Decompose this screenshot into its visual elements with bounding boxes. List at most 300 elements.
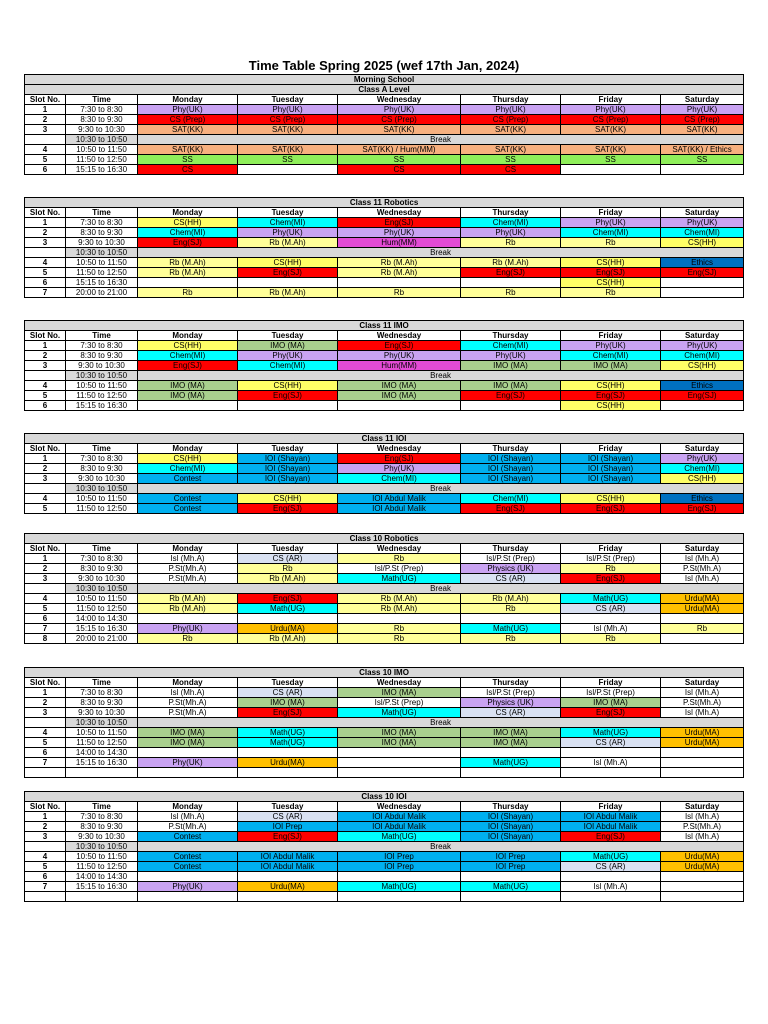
subject-cell-thursday: IOI (Shayan) (461, 812, 561, 822)
subject-cell-thursday: CS (AR) (461, 574, 561, 584)
column-header: Friday (561, 678, 661, 688)
subject-cell-monday: CS (Prep) (138, 115, 238, 125)
subject-cell-tuesday: SAT(KK) (238, 145, 338, 155)
subject-cell-wednesday: Math(UG) (338, 574, 461, 584)
column-header: Wednesday (338, 678, 461, 688)
subject-cell-tuesday: IMO (MA) (238, 698, 338, 708)
header-row (25, 544, 744, 554)
section-title: Class 10 IMO (25, 668, 744, 678)
subject-cell-tuesday: CS(HH) (238, 381, 338, 391)
subject-cell-friday: Phy(UK) (561, 218, 661, 228)
header-row (25, 444, 744, 454)
section-table (24, 791, 744, 902)
slot-row (25, 155, 744, 165)
slot-number: 5 (25, 268, 66, 278)
subject-cell-thursday: Rb (461, 634, 561, 644)
subject-cell-monday: Rb (M.Ah) (138, 594, 238, 604)
subject-cell-friday: IOI Abdul Malik (561, 822, 661, 832)
slot-number: 3 (25, 832, 66, 842)
subject-cell-thursday: IMO (MA) (461, 728, 561, 738)
column-header: Monday (138, 802, 238, 812)
time-cell: 14:00 to 14:30 (66, 614, 138, 624)
section-title-row (25, 668, 744, 678)
subject-cell-thursday: Phy(UK) (461, 228, 561, 238)
subject-cell-saturday: Isl (Mh.A) (661, 708, 744, 718)
column-header: Tuesday (238, 208, 338, 218)
time-cell: 10:30 to 10:50 (66, 484, 138, 494)
column-header: Tuesday (238, 678, 338, 688)
break-cell: Break (138, 135, 744, 145)
subject-cell-tuesday: Eng(SJ) (238, 708, 338, 718)
subject-cell-saturday: CS(HH) (661, 361, 744, 371)
subject-cell-wednesday (338, 872, 461, 882)
subject-cell-saturday: Phy(UK) (661, 454, 744, 464)
header-row (25, 208, 744, 218)
break-cell: Break (138, 371, 744, 381)
subject-cell-friday: CS(HH) (561, 381, 661, 391)
subject-cell-friday: Eng(SJ) (561, 504, 661, 514)
header-row (25, 331, 744, 341)
section-title: Class 11 Robotics (25, 198, 744, 208)
section-table (24, 74, 744, 175)
time-cell: 10:30 to 10:50 (66, 371, 138, 381)
subject-cell-wednesday: Rb (M.Ah) (338, 604, 461, 614)
subject-cell-wednesday: Rb (338, 554, 461, 564)
column-header: Time (66, 802, 138, 812)
subject-cell-saturday: Urdu(MA) (661, 594, 744, 604)
subject-cell-friday: Phy(UK) (561, 105, 661, 115)
slot-number: 1 (25, 105, 66, 115)
subject-cell-thursday: Eng(SJ) (461, 391, 561, 401)
slot-number: 5 (25, 862, 66, 872)
section-title-row (25, 321, 744, 331)
column-header: Thursday (461, 444, 561, 454)
slot-number: 2 (25, 228, 66, 238)
column-header: Saturday (661, 678, 744, 688)
subject-cell-tuesday (238, 165, 338, 175)
subject-cell-monday: Rb (M.Ah) (138, 268, 238, 278)
subject-cell-saturday: P.St(Mh.A) (661, 822, 744, 832)
slot-number: 1 (25, 688, 66, 698)
column-header: Time (66, 331, 138, 341)
slot-number: 2 (25, 822, 66, 832)
time-cell: 8:30 to 9:30 (66, 115, 138, 125)
slot-row (25, 882, 744, 892)
slot-row (25, 594, 744, 604)
subject-cell-wednesday: IMO (MA) (338, 391, 461, 401)
subject-cell-wednesday: SAT(KK) (338, 125, 461, 135)
column-header: Monday (138, 208, 238, 218)
empty-cell (661, 892, 744, 902)
empty-cell (138, 768, 238, 778)
subject-cell-tuesday: Phy(UK) (238, 105, 338, 115)
column-header: Friday (561, 544, 661, 554)
column-header: Friday (561, 95, 661, 105)
subject-cell-monday: Rb (138, 288, 238, 298)
subject-cell-saturday: Eng(SJ) (661, 268, 744, 278)
section-table (24, 533, 744, 644)
subject-cell-monday: Eng(SJ) (138, 361, 238, 371)
slot-row (25, 604, 744, 614)
time-cell: 8:30 to 9:30 (66, 698, 138, 708)
break-cell: Break (138, 484, 744, 494)
subject-cell-saturday: Isl (Mh.A) (661, 554, 744, 564)
subject-cell-saturday: SS (661, 155, 744, 165)
column-header: Tuesday (238, 331, 338, 341)
column-header: Wednesday (338, 208, 461, 218)
slot-number: 3 (25, 361, 66, 371)
time-cell: 20:00 to 21:00 (66, 634, 138, 644)
column-header: Monday (138, 95, 238, 105)
time-cell: 9:30 to 10:30 (66, 361, 138, 371)
time-cell: 10:50 to 11:50 (66, 728, 138, 738)
subject-cell-friday: Math(UG) (561, 728, 661, 738)
subject-cell-saturday: Eng(SJ) (661, 391, 744, 401)
subject-cell-friday: Isl/P.St (Prep) (561, 554, 661, 564)
time-cell: 15:15 to 16:30 (66, 624, 138, 634)
column-header: Friday (561, 444, 661, 454)
subject-cell-saturday (661, 401, 744, 411)
subject-cell-wednesday: Phy(UK) (338, 351, 461, 361)
blank-row (25, 892, 744, 902)
subject-cell-thursday: Eng(SJ) (461, 504, 561, 514)
section-title-row (25, 792, 744, 802)
time-cell: 9:30 to 10:30 (66, 574, 138, 584)
subject-cell-friday (561, 748, 661, 758)
slot-number: 6 (25, 748, 66, 758)
subject-cell-tuesday: Eng(SJ) (238, 504, 338, 514)
subject-cell-friday: CS (Prep) (561, 115, 661, 125)
subject-cell-tuesday: Rb (M.Ah) (238, 238, 338, 248)
slot-number: 6 (25, 872, 66, 882)
time-cell: 7:30 to 8:30 (66, 688, 138, 698)
subject-cell-wednesday: IOI Prep (338, 852, 461, 862)
subject-cell-friday: SS (561, 155, 661, 165)
time-cell: 10:50 to 11:50 (66, 594, 138, 604)
subject-cell-saturday: Isl (Mh.A) (661, 832, 744, 842)
break-row (25, 584, 744, 594)
slot-number: 4 (25, 494, 66, 504)
subject-cell-monday: Isl (Mh.A) (138, 812, 238, 822)
empty-cell (561, 768, 661, 778)
time-cell: 7:30 to 8:30 (66, 218, 138, 228)
section-table (24, 320, 744, 411)
slot-number: 1 (25, 812, 66, 822)
slot-row (25, 391, 744, 401)
subject-cell-saturday: Phy(UK) (661, 218, 744, 228)
column-header: Saturday (661, 208, 744, 218)
slot-row (25, 218, 744, 228)
time-cell: 10:50 to 11:50 (66, 145, 138, 155)
subject-cell-monday (138, 614, 238, 624)
subject-cell-monday: CS(HH) (138, 341, 238, 351)
section-title-row (25, 534, 744, 544)
subject-cell-monday: CS(HH) (138, 218, 238, 228)
subject-cell-saturday: SAT(KK) (661, 125, 744, 135)
subject-cell-thursday: IMO (MA) (461, 361, 561, 371)
section-title: Class 10 IOI (25, 792, 744, 802)
subject-cell-friday: Math(UG) (561, 594, 661, 604)
time-cell: 8:30 to 9:30 (66, 351, 138, 361)
subject-cell-tuesday: CS(HH) (238, 258, 338, 268)
subject-cell-saturday: Ethics (661, 258, 744, 268)
time-cell: 11:50 to 12:50 (66, 862, 138, 872)
subject-cell-thursday: Chem(MI) (461, 218, 561, 228)
section-table (24, 667, 744, 778)
subject-cell-tuesday (238, 872, 338, 882)
time-cell: 11:50 to 12:50 (66, 604, 138, 614)
subject-cell-wednesday: Phy(UK) (338, 105, 461, 115)
slot-number: 2 (25, 564, 66, 574)
column-header: Slot No. (25, 95, 66, 105)
empty-cell (25, 892, 66, 902)
subject-cell-saturday (661, 634, 744, 644)
subject-cell-tuesday: Chem(MI) (238, 218, 338, 228)
subject-cell-thursday (461, 748, 561, 758)
time-cell: 7:30 to 8:30 (66, 341, 138, 351)
subject-cell-tuesday: IOI (Shayan) (238, 454, 338, 464)
time-cell: 10:50 to 11:50 (66, 258, 138, 268)
subject-cell-wednesday: IMO (MA) (338, 381, 461, 391)
time-cell: 20:00 to 21:00 (66, 288, 138, 298)
subject-cell-wednesday: Isl/P.St (Prep) (338, 698, 461, 708)
slot-number (25, 842, 66, 852)
column-header: Slot No. (25, 444, 66, 454)
column-header: Thursday (461, 331, 561, 341)
slot-row (25, 115, 744, 125)
subject-cell-friday: IOI (Shayan) (561, 454, 661, 464)
subject-cell-wednesday: Phy(UK) (338, 464, 461, 474)
subject-cell-monday: Chem(MI) (138, 464, 238, 474)
subject-cell-monday: Contest (138, 504, 238, 514)
subject-cell-wednesday: CS (Prep) (338, 115, 461, 125)
subject-cell-friday: Isl (Mh.A) (561, 758, 661, 768)
section-title: Class 11 IMO (25, 321, 744, 331)
time-cell: 9:30 to 10:30 (66, 238, 138, 248)
time-cell: 11:50 to 12:50 (66, 504, 138, 514)
subject-cell-thursday (461, 614, 561, 624)
time-cell: 7:30 to 8:30 (66, 812, 138, 822)
subject-cell-monday: P.St(Mh.A) (138, 574, 238, 584)
subject-cell-tuesday (238, 614, 338, 624)
subject-cell-monday (138, 278, 238, 288)
column-header: Saturday (661, 802, 744, 812)
subject-cell-saturday: Urdu(MA) (661, 604, 744, 614)
break-row (25, 718, 744, 728)
slot-number: 6 (25, 401, 66, 411)
slot-row (25, 474, 744, 484)
section-title-row (25, 198, 744, 208)
column-header: Thursday (461, 802, 561, 812)
time-cell: 11:50 to 12:50 (66, 155, 138, 165)
slot-row (25, 288, 744, 298)
slot-row (25, 728, 744, 738)
subject-cell-tuesday: Math(UG) (238, 738, 338, 748)
time-cell: 14:00 to 14:30 (66, 872, 138, 882)
subject-cell-friday: Eng(SJ) (561, 268, 661, 278)
slot-number: 4 (25, 852, 66, 862)
subject-cell-wednesday: Math(UG) (338, 882, 461, 892)
subject-cell-monday: Rb (138, 634, 238, 644)
slot-number (25, 248, 66, 258)
subject-cell-saturday: Phy(UK) (661, 105, 744, 115)
subject-cell-thursday: Rb (461, 604, 561, 614)
subject-cell-monday: Contest (138, 474, 238, 484)
subject-cell-thursday: Phy(UK) (461, 105, 561, 115)
slot-number: 3 (25, 474, 66, 484)
subject-cell-wednesday: Chem(MI) (338, 474, 461, 484)
header-row (25, 95, 744, 105)
slot-row (25, 464, 744, 474)
subject-cell-wednesday: Math(UG) (338, 708, 461, 718)
subject-cell-thursday: Eng(SJ) (461, 268, 561, 278)
subject-cell-tuesday: Urdu(MA) (238, 758, 338, 768)
subject-cell-tuesday (238, 748, 338, 758)
column-header: Monday (138, 331, 238, 341)
subject-cell-tuesday: Rb (M.Ah) (238, 574, 338, 584)
subject-cell-monday: CS (138, 165, 238, 175)
subject-cell-thursday: IOI (Shayan) (461, 832, 561, 842)
column-header: Time (66, 95, 138, 105)
subject-cell-saturday: Chem(MI) (661, 351, 744, 361)
subject-cell-saturday: P.St(Mh.A) (661, 698, 744, 708)
subject-cell-wednesday: Rb (M.Ah) (338, 594, 461, 604)
subject-cell-wednesday: Rb (338, 288, 461, 298)
subject-cell-friday: Rb (561, 564, 661, 574)
subject-cell-saturday (661, 882, 744, 892)
subject-cell-thursday: Phy(UK) (461, 351, 561, 361)
slot-number: 7 (25, 288, 66, 298)
header-row (25, 802, 744, 812)
subject-cell-monday: Isl (Mh.A) (138, 554, 238, 564)
subject-cell-saturday: P.St(Mh.A) (661, 564, 744, 574)
subject-cell-wednesday: IOI Abdul Malik (338, 812, 461, 822)
subject-cell-thursday: Isl/P.St (Prep) (461, 554, 561, 564)
slot-row (25, 454, 744, 464)
subject-cell-thursday: Isl/P.St (Prep) (461, 688, 561, 698)
subject-cell-monday (138, 872, 238, 882)
subject-cell-tuesday: Eng(SJ) (238, 832, 338, 842)
column-header: Thursday (461, 544, 561, 554)
subject-cell-thursday: IOI (Shayan) (461, 464, 561, 474)
subject-cell-thursday: IOI (Shayan) (461, 454, 561, 464)
subject-cell-tuesday: CS (AR) (238, 812, 338, 822)
subject-cell-wednesday: Math(UG) (338, 832, 461, 842)
slot-number (25, 371, 66, 381)
subject-cell-thursday: Rb (461, 288, 561, 298)
slot-number: 1 (25, 341, 66, 351)
break-cell: Break (138, 584, 744, 594)
empty-cell (25, 768, 66, 778)
slot-row (25, 738, 744, 748)
column-header: Thursday (461, 95, 561, 105)
time-cell: 15:15 to 16:30 (66, 758, 138, 768)
subject-cell-friday: Isl (Mh.A) (561, 882, 661, 892)
subject-cell-tuesday (238, 401, 338, 411)
subject-cell-tuesday: IOI (Shayan) (238, 474, 338, 484)
subject-cell-thursday: IOI (Shayan) (461, 822, 561, 832)
subject-cell-wednesday: Phy(UK) (338, 228, 461, 238)
column-header: Slot No. (25, 678, 66, 688)
subject-cell-saturday: Rb (661, 624, 744, 634)
time-cell: 9:30 to 10:30 (66, 125, 138, 135)
subject-cell-monday: Contest (138, 862, 238, 872)
column-header: Wednesday (338, 802, 461, 812)
subject-cell-wednesday: IOI Prep (338, 862, 461, 872)
subject-cell-wednesday: IMO (MA) (338, 738, 461, 748)
section-title: Morning School (25, 75, 744, 85)
slot-row (25, 278, 744, 288)
time-cell: 11:50 to 12:50 (66, 738, 138, 748)
subject-cell-wednesday: IOI Abdul Malik (338, 504, 461, 514)
subject-cell-tuesday: Urdu(MA) (238, 882, 338, 892)
column-header: Thursday (461, 678, 561, 688)
subject-cell-monday: Phy(UK) (138, 758, 238, 768)
subject-cell-wednesday: Eng(SJ) (338, 341, 461, 351)
subject-cell-friday: Math(UG) (561, 852, 661, 862)
slot-row (25, 614, 744, 624)
slot-number: 4 (25, 145, 66, 155)
subject-cell-monday: IMO (MA) (138, 381, 238, 391)
subject-cell-monday: Contest (138, 852, 238, 862)
subject-cell-thursday (461, 872, 561, 882)
subject-cell-saturday: Chem(MI) (661, 228, 744, 238)
subject-cell-friday: Rb (561, 238, 661, 248)
slot-row (25, 341, 744, 351)
subject-cell-friday: Phy(UK) (561, 341, 661, 351)
subject-cell-monday: IMO (MA) (138, 391, 238, 401)
subject-cell-wednesday (338, 614, 461, 624)
slot-number: 2 (25, 698, 66, 708)
blank-row (25, 768, 744, 778)
column-header: Wednesday (338, 95, 461, 105)
subject-cell-thursday: IOI (Shayan) (461, 474, 561, 484)
slot-row (25, 494, 744, 504)
subject-cell-monday: Isl (Mh.A) (138, 688, 238, 698)
slot-row (25, 145, 744, 155)
slot-number: 7 (25, 624, 66, 634)
empty-cell (661, 768, 744, 778)
slot-row (25, 238, 744, 248)
slot-number: 3 (25, 125, 66, 135)
subject-cell-friday: CS(HH) (561, 258, 661, 268)
subject-cell-friday: CS (AR) (561, 604, 661, 614)
slot-row (25, 165, 744, 175)
column-header: Time (66, 544, 138, 554)
time-cell: 8:30 to 9:30 (66, 822, 138, 832)
empty-cell (66, 768, 138, 778)
slot-row (25, 832, 744, 842)
slot-number: 8 (25, 634, 66, 644)
column-header: Wednesday (338, 444, 461, 454)
slot-row (25, 748, 744, 758)
column-header: Monday (138, 678, 238, 688)
subject-cell-tuesday: Eng(SJ) (238, 594, 338, 604)
subject-cell-friday (561, 614, 661, 624)
subject-cell-saturday: Ethics (661, 494, 744, 504)
break-cell: Break (138, 718, 744, 728)
subject-cell-saturday: Urdu(MA) (661, 862, 744, 872)
subject-cell-monday: P.St(Mh.A) (138, 822, 238, 832)
subject-cell-tuesday: Rb (M.Ah) (238, 288, 338, 298)
subject-cell-tuesday: Eng(SJ) (238, 391, 338, 401)
time-cell: 9:30 to 10:30 (66, 708, 138, 718)
subject-cell-friday: CS (AR) (561, 738, 661, 748)
column-header: Saturday (661, 331, 744, 341)
subject-cell-thursday: IMO (MA) (461, 381, 561, 391)
slot-number: 4 (25, 381, 66, 391)
time-cell: 10:50 to 11:50 (66, 381, 138, 391)
